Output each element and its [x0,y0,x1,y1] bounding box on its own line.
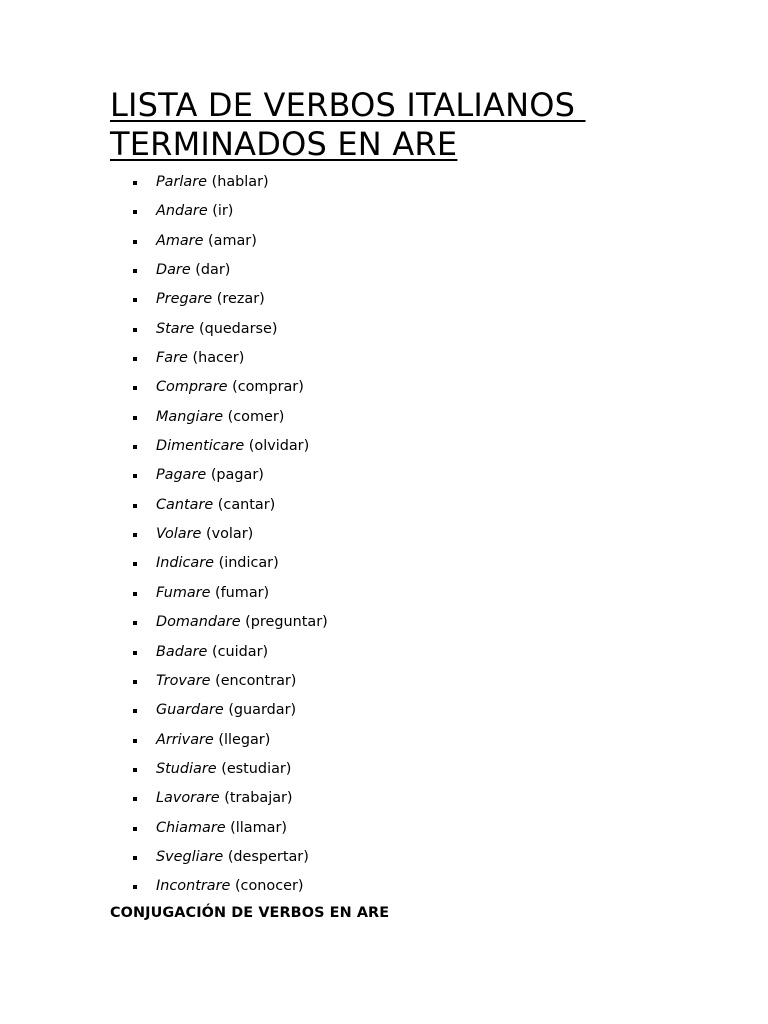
list-item [110,696,710,725]
square-bullet-icon [133,328,137,332]
italian-verb: Lavorare [156,790,220,807]
section-heading: CONJUGACIÓN DE VERBOS EN ARE [110,904,390,921]
italian-verb: Badare [156,643,208,660]
spanish-translation: (ir) [212,203,234,220]
italian-verb: Svegliare [156,848,224,865]
square-bullet-icon [133,680,137,684]
square-bullet-icon [133,269,137,273]
spanish-translation: (fumar) [215,584,270,601]
spanish-translation: (hablar) [211,174,269,190]
square-bullet-icon [133,298,137,302]
italian-verb: Parlare [156,174,207,190]
italian-verb: Incontrare [156,878,231,895]
list-item [110,227,710,256]
list-item [110,608,710,637]
spanish-translation: (trabajar) [224,790,293,807]
square-bullet-icon [133,240,137,244]
square-bullet-icon [133,651,137,655]
list-item [110,579,710,608]
spanish-translation: (conocer) [234,878,304,895]
square-bullet-icon [133,416,137,420]
spanish-translation: (amar) [208,232,257,249]
square-bullet-icon [133,357,137,361]
list-item [110,432,710,461]
list-item [110,814,710,843]
square-bullet-icon [133,533,137,537]
spanish-translation: (indicar) [218,555,279,572]
square-bullet-icon [133,709,137,713]
list-item [110,872,710,901]
spanish-translation: (olvidar) [248,438,310,455]
spanish-translation: (volar) [205,526,254,543]
spanish-translation: (cantar) [217,496,276,513]
spanish-translation: (pagar) [210,467,264,484]
italian-verb: Dimenticare [156,438,245,455]
square-bullet-icon [133,739,137,743]
square-bullet-icon [133,562,137,566]
square-bullet-icon [133,885,137,889]
spanish-translation: (rezar) [216,291,265,308]
list-item [110,726,710,755]
square-bullet-icon [133,181,137,185]
italian-verb: Stare [156,320,195,337]
italian-verb: Mangiare [156,408,224,425]
document-page [110,86,710,923]
italian-verb: Domandare [156,614,241,631]
italian-verb: Volare [156,526,202,543]
italian-verb: Amare [156,232,204,249]
spanish-translation: (despertar) [227,848,309,865]
italian-verb: Fumare [156,584,211,601]
spanish-translation: (hacer) [192,350,245,367]
square-bullet-icon [133,856,137,860]
list-item [110,491,710,520]
italian-verb: Studiare [156,760,217,777]
italian-verb: Trovare [156,672,211,689]
square-bullet-icon [133,474,137,478]
list-item [110,285,710,314]
italian-verb: Dare [156,262,191,279]
list-item [110,168,710,197]
italian-verb: Cantare [156,496,214,513]
square-bullet-icon [133,768,137,772]
square-bullet-icon [133,592,137,596]
list-item [110,344,710,373]
title-line-2 [110,125,710,164]
verb-list [110,168,710,902]
spanish-translation: (preguntar) [245,614,328,631]
italian-verb: Guardare [156,702,224,719]
page-title [110,86,710,164]
italian-verb: Pagare [156,467,207,484]
square-bullet-icon [133,445,137,449]
square-bullet-icon [133,827,137,831]
list-item [110,520,710,549]
list-item [110,549,710,578]
list-item [110,461,710,490]
spanish-translation: (llegar) [218,731,271,748]
italian-verb: Andare [156,203,208,220]
list-item [110,403,710,432]
spanish-translation: (encontrar) [215,672,297,689]
italian-verb: Fare [156,350,188,367]
spanish-translation: (comprar) [232,379,304,396]
title-line-1 [110,86,710,125]
spanish-translation: (estudiar) [221,760,292,777]
list-item [110,755,710,784]
square-bullet-icon [133,386,137,390]
square-bullet-icon [133,797,137,801]
spanish-translation: (llamar) [230,819,287,836]
square-bullet-icon [133,621,137,625]
list-item [110,667,710,696]
square-bullet-icon [133,210,137,214]
title-line-1-text: LISTA DE VERBOS ITALIANOS [110,86,586,124]
italian-verb: Chiamare [156,819,226,836]
italian-verb: Pregare [156,291,213,308]
spanish-translation: (comer) [227,408,285,425]
square-bullet-icon [133,504,137,508]
list-item [110,197,710,226]
list-item [110,638,710,667]
spanish-translation: (dar) [195,262,231,279]
italian-verb: Arrivare [156,731,214,748]
list-item [110,315,710,344]
spanish-translation: (guardar) [228,702,297,719]
list-item [110,843,710,872]
list-item [110,256,710,285]
spanish-translation: (quedarse) [198,320,278,337]
title-line-2-text: TERMINADOS EN ARE [110,125,458,163]
list-item [110,784,710,813]
italian-verb: Comprare [156,379,228,396]
list-item [110,373,710,402]
spanish-translation: (cuidar) [212,643,269,660]
italian-verb: Indicare [156,555,214,572]
